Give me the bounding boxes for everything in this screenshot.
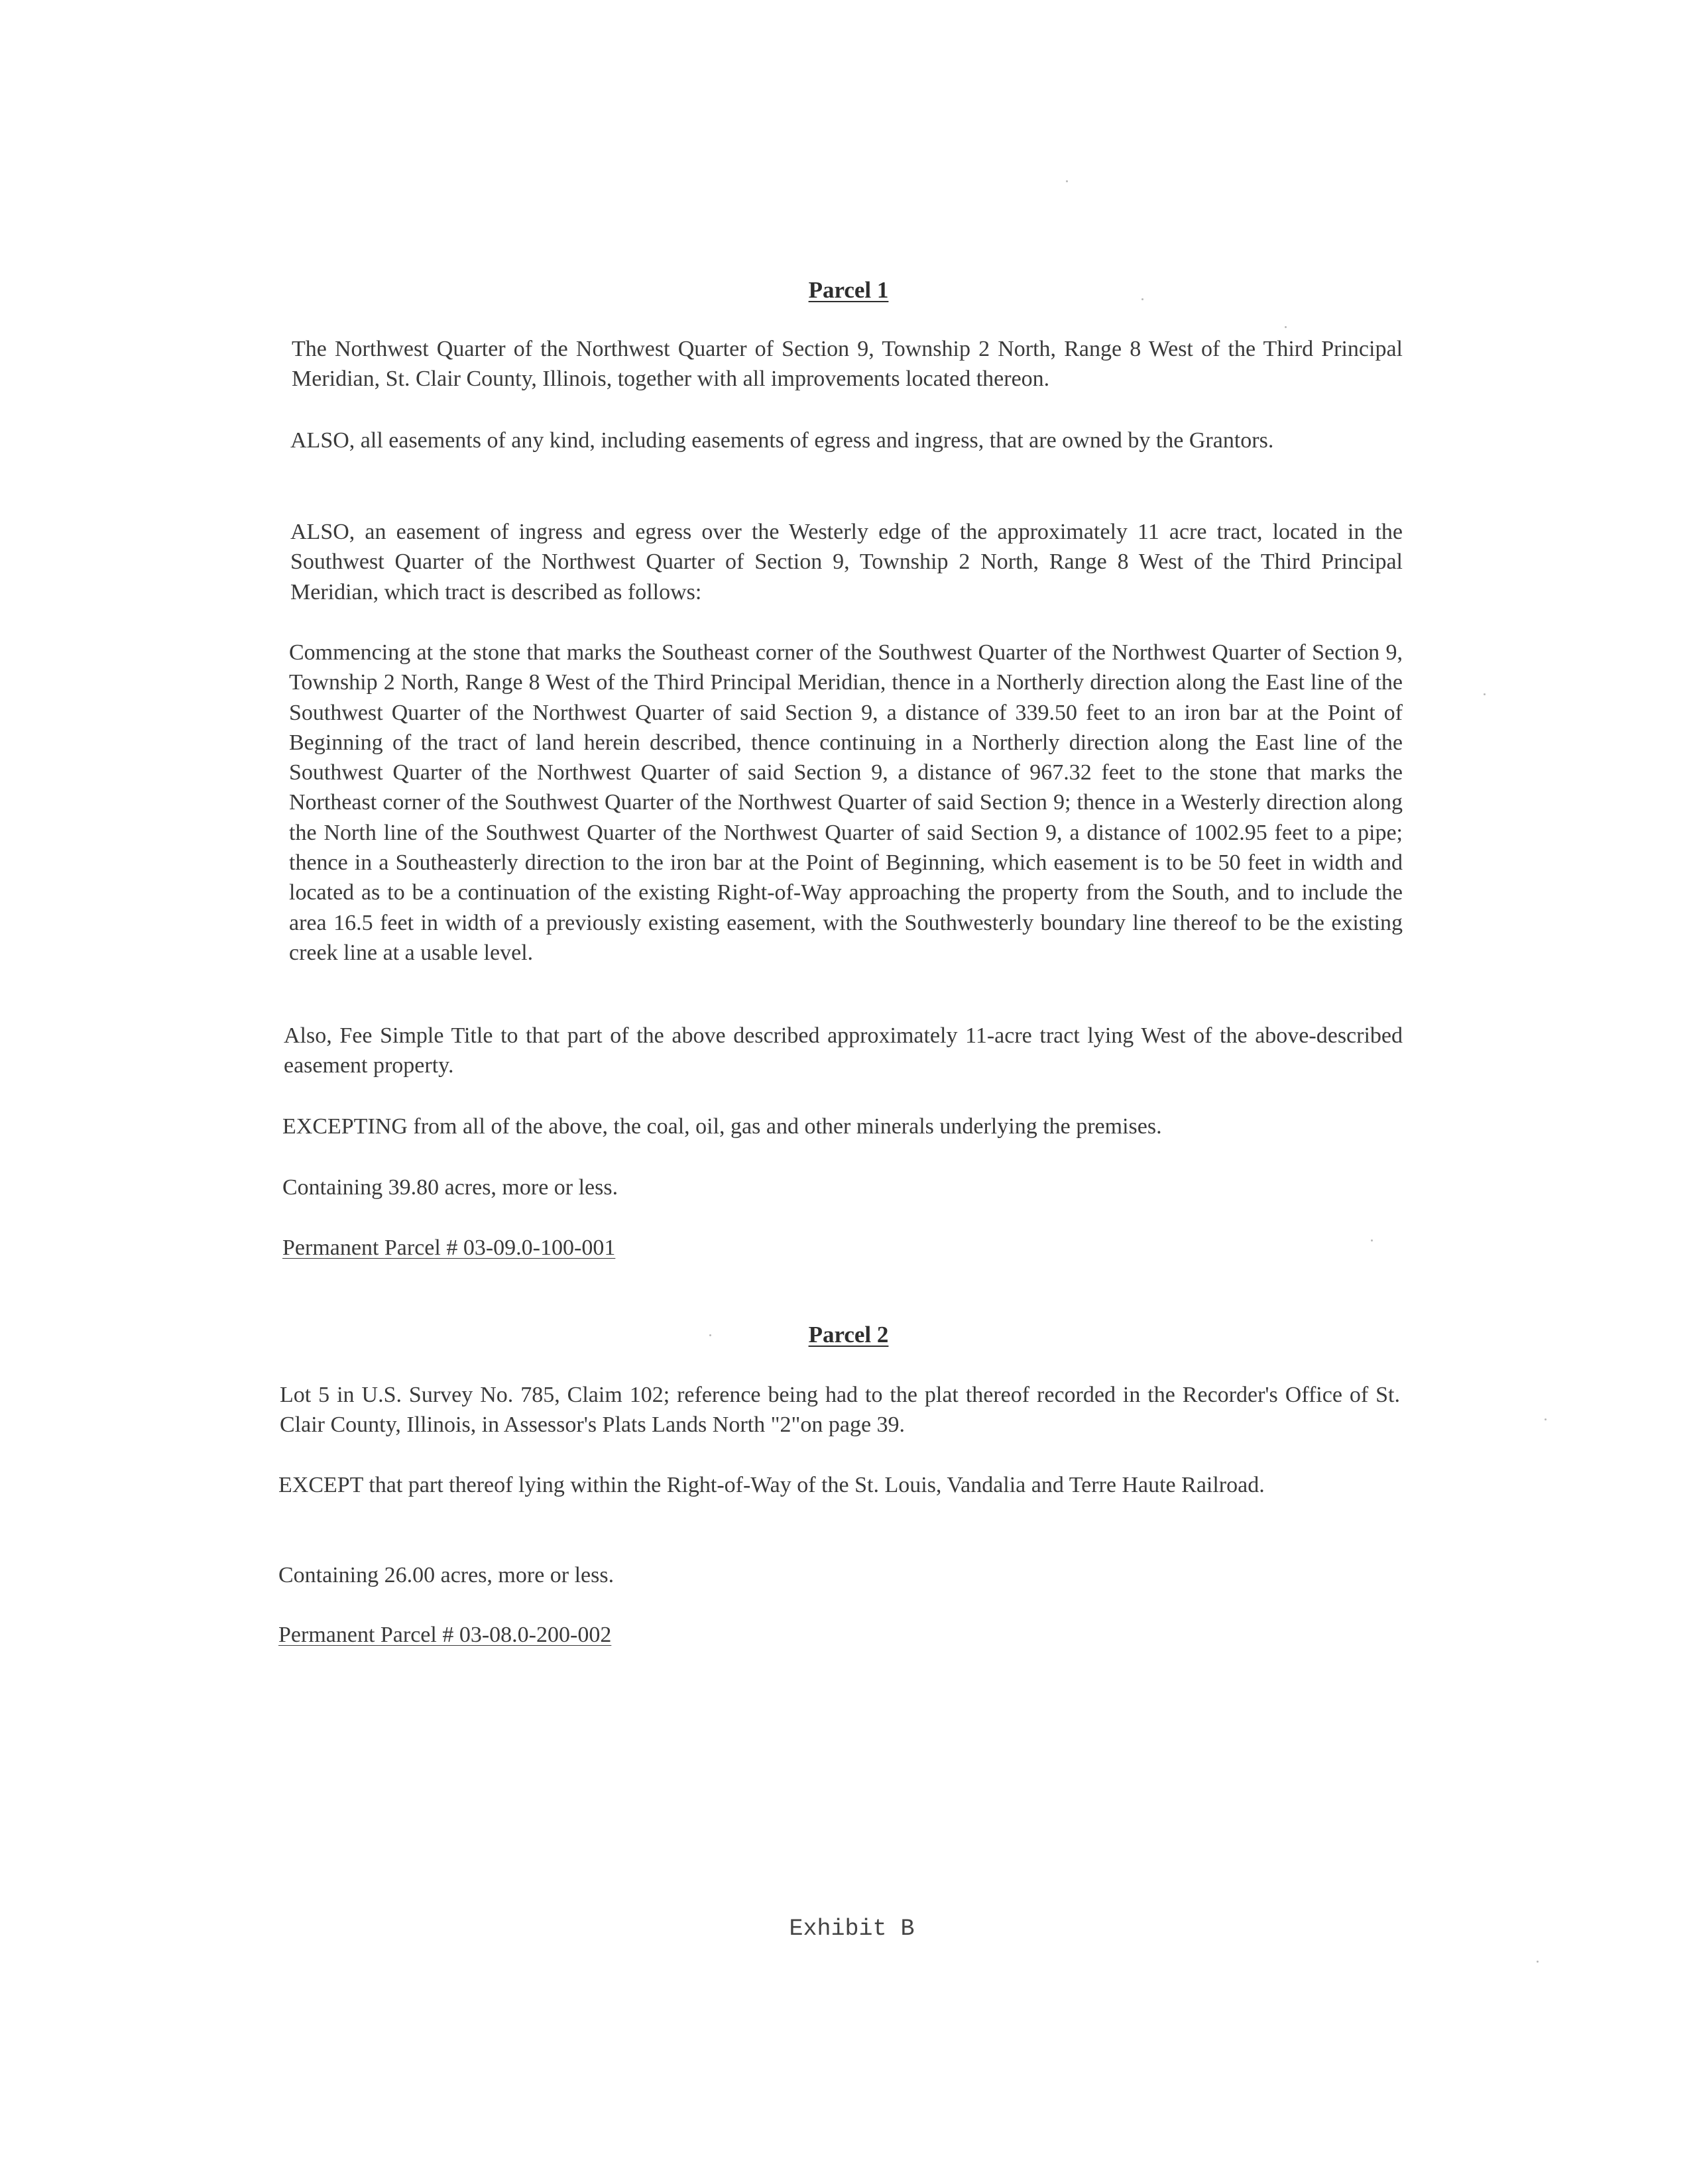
parcel-2-containing-acreage: Containing 26.00 acres, more or less. [278,1563,614,1587]
parcel-1-heading-text: Parcel 1 [808,277,889,303]
parcel-2-number [278,1620,611,1650]
scan-speck [1371,1239,1373,1241]
scan-speck [1141,298,1143,300]
parcel-1-containing-acreage: Containing 39.80 acres, more or less. [282,1175,618,1200]
scan-speck [709,1334,711,1336]
parcel-2-description-paragraph: Lot 5 in U.S. Survey No. 785, Claim 102; reference being had to the plat thereof recorded in the Recorder's Office of St. Clair County, Illinois, in Assessor's Plats Lands North "2"on page 39. [280,1383,1400,1438]
parcel-1-fee-simple-paragraph: Also, Fee Simple Title to that part of the above described approximately 11-acre tract lying West of the above-described easement property. [284,1023,1403,1078]
parcel-1-ingress-easement-paragraph: ALSO, an easement of ingress and egress over the Westerly edge of the approximately 11 acre tract, located in the Southwest Quarter of the Northwest Quarter of Section 9, Township 2 North, Range 8 West of the Third Principal Meridian, which tract is described as follows: [290,520,1403,604]
parcel-1-description-paragraph: The Northwest Quarter of the Northwest Quarter of Section 9, Township 2 North, Range 8 West of the Third Principal Meridian, St. Clair County, Illinois, together with all improvements located thereon. [292,337,1403,392]
scan-speck [1285,326,1287,328]
exhibit-label: Exhibit B [789,1916,915,1942]
scan-speck [1484,693,1486,695]
scan-speck [1066,180,1068,182]
parcel-2-heading-text: Parcel 2 [808,1322,889,1348]
parcel-1-number-text: Permanent Parcel # 03-09.0-100-001 [282,1236,616,1260]
parcel-2-except-paragraph: EXCEPT that part thereof lying within the Right-of-Way of the St. Louis, Vandalia and Terre Haute Railroad. [278,1473,1265,1497]
parcel-1-easements-paragraph: ALSO, all easements of any kind, including easements of egress and ingress, that are owned by the Grantors. [290,428,1274,453]
parcel-1-number [282,1233,615,1263]
parcel-1-excepting-paragraph: EXCEPTING from all of the above, the coal, oil, gas and other minerals underlying the premises. [282,1114,1162,1139]
scan-speck [1537,1961,1539,1963]
parcel-2-number-text: Permanent Parcel # 03-08.0-200-002 [278,1623,612,1647]
parcel-2-heading [0,1322,1697,1348]
scan-speck [1545,1418,1547,1420]
parcel-1-heading [0,277,1697,304]
parcel-1-legal-description-paragraph: Commencing at the stone that marks the Southeast corner of the Southwest Quarter of the Northwest Quarter of Section 9, Township 2 North, Range 8 West of the Third Principal Meridian, thence in a Northerly direction along the East line of the Southwest Quarter of the Northwest Quarter of said Section 9, a distance of 339.50 feet to an iron bar at the Point of Beginning of the tract of land herein described, thence continuing in a Northerly direction along the East line of the Southwest Quarter of the Northwest Quarter of said Section 9, a distance of 967.32 feet to the stone that marks the Northeast corner of the Southwest Quarter of the Northwest Quarter of said Section 9; thence in a Westerly direction along the North line of the Southwest Quarter of the Northwest Quarter of said Section 9, a distance of 1002.95 feet to a pipe; thence in a Southeasterly direction to the iron bar at the Point of Beginning, which easement is to be 50 feet in width and located as to be a continuation of the existing Right-of-Way approaching the property from the South, and to include the area 16.5 feet in width of a previously existing easement, with the Southwesterly boundary line thereof to be the existing creek line at a usable level. [289,640,1403,965]
